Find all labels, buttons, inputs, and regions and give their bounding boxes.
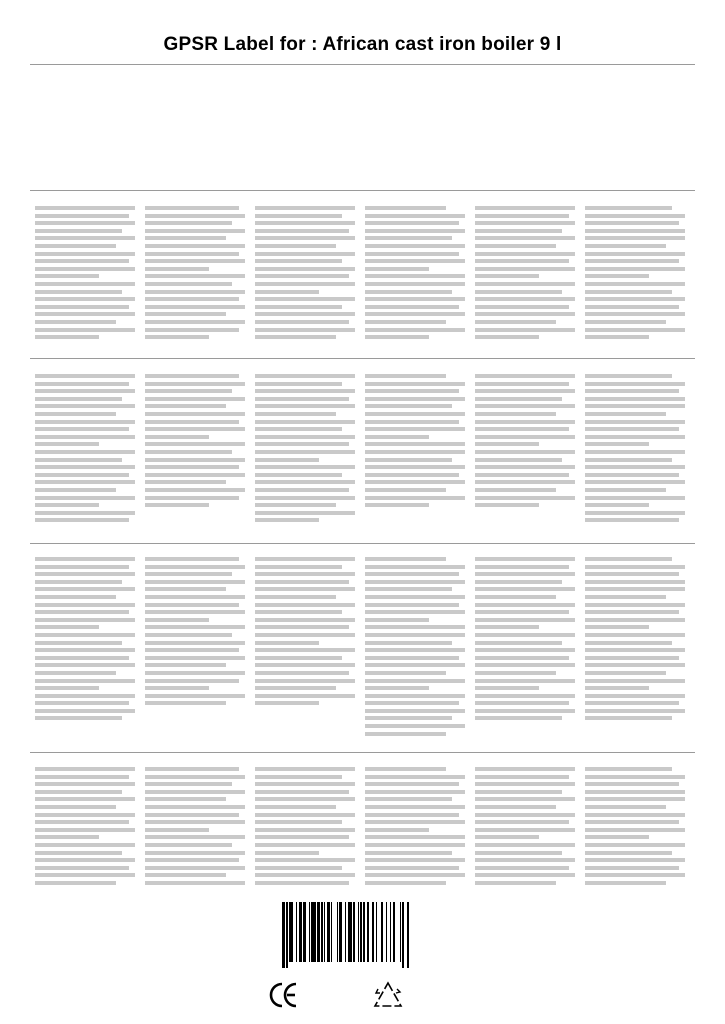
language-block-title [365,547,469,555]
barcode-bar [400,902,401,962]
language-block-title [255,757,359,765]
barcode-bar [339,902,342,962]
barcode-bar [348,902,352,962]
barcode-bar [309,902,310,962]
barcode-bar [393,902,396,962]
barcode-bar [367,902,368,962]
language-block [585,547,689,750]
product-id-row [35,120,695,135]
divider [30,752,695,753]
language-block-title [365,364,469,372]
barcode-bar [321,902,322,962]
language-block [145,757,249,897]
language-block [365,196,469,354]
language-block [475,757,579,897]
language-block-title [255,364,359,372]
language-block [365,364,469,540]
language-block-title [35,196,139,204]
language-block-title [255,547,359,555]
barcode-bar [296,902,297,962]
barcode-bar [386,902,387,962]
country-of-origin-row [35,163,695,178]
language-block-title [145,364,249,372]
barcode-bar [372,902,375,962]
barcode-bar [327,902,330,962]
language-block-title [35,547,139,555]
language-section-3 [30,547,695,750]
language-block-title [475,757,579,765]
barcode-bar [376,902,377,962]
language-block-title [585,547,689,555]
manufacturer-row [35,149,695,164]
ce-mark-icon [268,980,298,1010]
page-title: GPSR Label for : African cast iron boiler 9 l [163,34,562,55]
barcode-bar [317,902,320,962]
divider [30,358,695,359]
language-block [35,757,139,897]
barcode-bar [407,902,410,968]
language-block [585,757,689,897]
language-block [35,547,139,750]
language-block [255,757,359,897]
language-block-title [145,757,249,765]
language-block [255,364,359,540]
language-block-title [475,196,579,204]
language-block-title [585,364,689,372]
language-block-title [365,757,469,765]
barcode-bar [286,902,287,968]
barcode-bar [358,902,359,962]
language-block-title [475,364,579,372]
barcode-bar [337,902,338,962]
language-block [35,196,139,354]
barcode-bars [282,902,452,962]
barcode-bar [331,902,332,962]
barcode-bar [289,902,293,962]
language-block [145,364,249,540]
language-block-title [35,757,139,765]
divider [30,190,695,191]
product-name-row [35,105,695,120]
language-block-title [255,196,359,204]
language-block [585,364,689,540]
barcode-bar [324,902,325,962]
language-block-title [145,547,249,555]
language-block-title [365,196,469,204]
divider [30,543,695,544]
language-block [475,547,579,750]
barcode-bar [303,902,306,962]
language-block [35,364,139,540]
language-section-2 [30,364,695,540]
language-block [475,364,579,540]
barcode-bar [381,902,382,962]
barcode-bar [390,902,391,962]
barcode-bar [363,902,364,962]
language-block-title [35,364,139,372]
barcode-bar [345,902,346,962]
barcode-bar [353,902,354,962]
language-block-title [145,196,249,204]
divider [30,64,695,65]
product-info [35,105,695,192]
language-block [365,547,469,750]
language-block-title [475,547,579,555]
language-block [475,196,579,354]
barcode-bar [360,902,361,962]
language-block [255,196,359,354]
barcode-bar [299,902,302,962]
ean-barcode [260,902,466,975]
barcode-bar [282,902,285,968]
variation-number-row [35,134,695,149]
language-section-4 [30,757,695,897]
language-block [585,196,689,354]
language-block-title [585,757,689,765]
language-block [255,547,359,750]
language-section-1 [30,196,695,354]
barcode-bar [402,902,403,968]
language-block [365,757,469,897]
language-block-title [585,196,689,204]
language-block [145,196,249,354]
barcode-bar [311,902,315,962]
language-block [145,547,249,750]
recycling-symbol-icon [368,980,408,1018]
